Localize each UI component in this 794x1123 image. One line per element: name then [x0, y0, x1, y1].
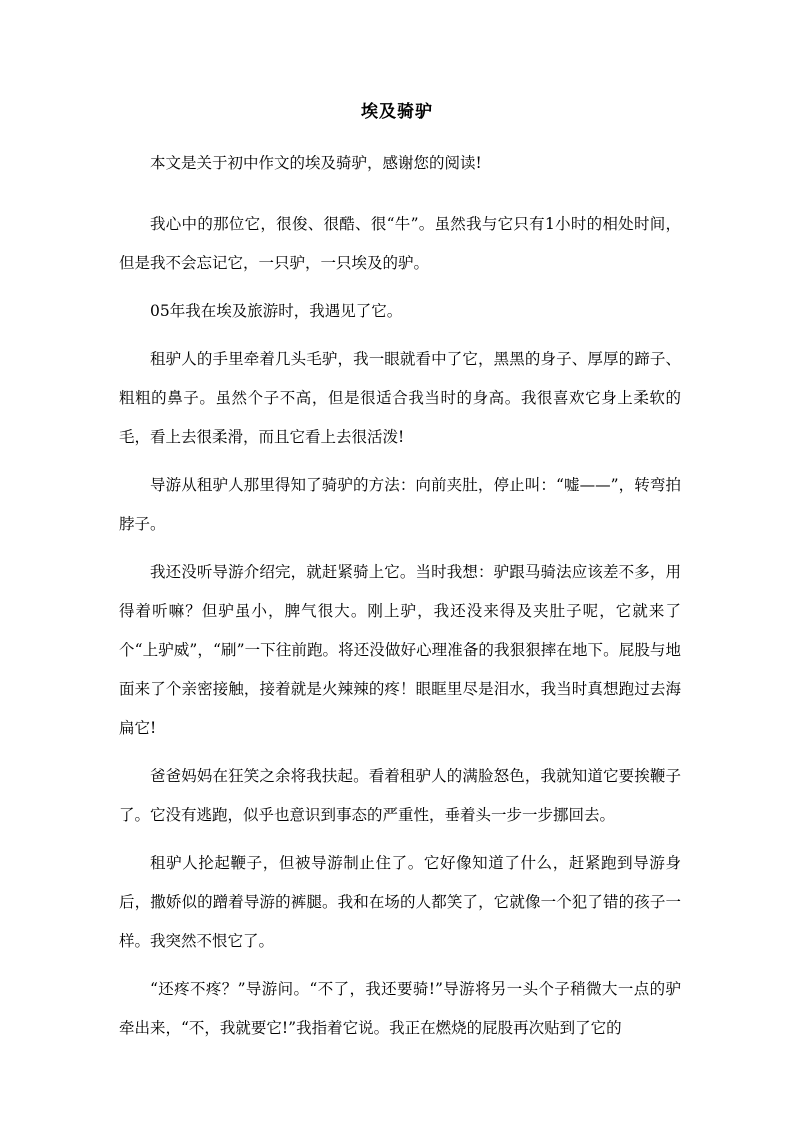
paragraph: 租驴人抡起鞭子，但被导游制止住了。它好像知道了什么，赶紧跑到导游身后，撒娇似的蹭着导游的裤腿。我和在场的人都笑了，它就像一个犯了错的孩子一样。我突然不恨它了。	[119, 854, 681, 950]
paragraph: 爸爸妈妈在狂笑之余将我扶起。看着租驴人的满脸怒色，我就知道它要挨鞭子了。它没有逃跑，似乎也意识到事态的严重性，垂着头一步一步挪回去。	[119, 767, 681, 824]
document-body	[119, 144, 681, 1057]
paragraph: 租驴人的手里牵着几头毛驴，我一眼就看中了它，黑黑的身子、厚厚的蹄子、粗粗的鼻子。虽然个子不高，但是很适合我当时的身高。我很喜欢它身上柔软的毛，看上去很柔滑，而且它看上去很活泼!	[119, 350, 681, 446]
document-title: 埃及骑驴	[361, 102, 433, 122]
paragraph-intro: 本文是关于初中作文的埃及骑驴，感谢您的阅读!	[150, 154, 482, 172]
paragraph: 我心中的那位它，很俊、很酷、很“牛”。虽然我与它只有1小时的相处时间，但是我不会忘记它，一只驴，一只埃及的驴。	[119, 215, 681, 272]
paragraph: 我还没听导游介绍完，就赶紧骑上它。当时我想：驴跟马骑法应该差不多，用得着听嘛？但驴虽小，脾气很大。刚上驴，我还没来得及夹肚子呢，它就来了个“上驴威”，“刷”一下往前跑。将还没做好心理准备的我狠狠摔在地下。屁股与地面来了个亲密接触，接着就是火辣辣的疼！眼眶里尽是泪水，我当时真想跑过去海扁它!	[119, 563, 681, 737]
paragraph: 导游从租驴人那里得知了骑驴的方法：向前夹肚，停止叫：“嘘——”，转弯拍脖子。	[119, 476, 681, 533]
paragraph: “还疼不疼？”导游问。“不了，我还要骑!”导游将另一头个子稍微大一点的驴牵出来，“不，我就要它!”我指着它说。我正在燃烧的屁股再次贴到了它的	[119, 980, 681, 1037]
paragraph: 05年我在埃及旅游时，我遇见了它。	[150, 302, 403, 320]
